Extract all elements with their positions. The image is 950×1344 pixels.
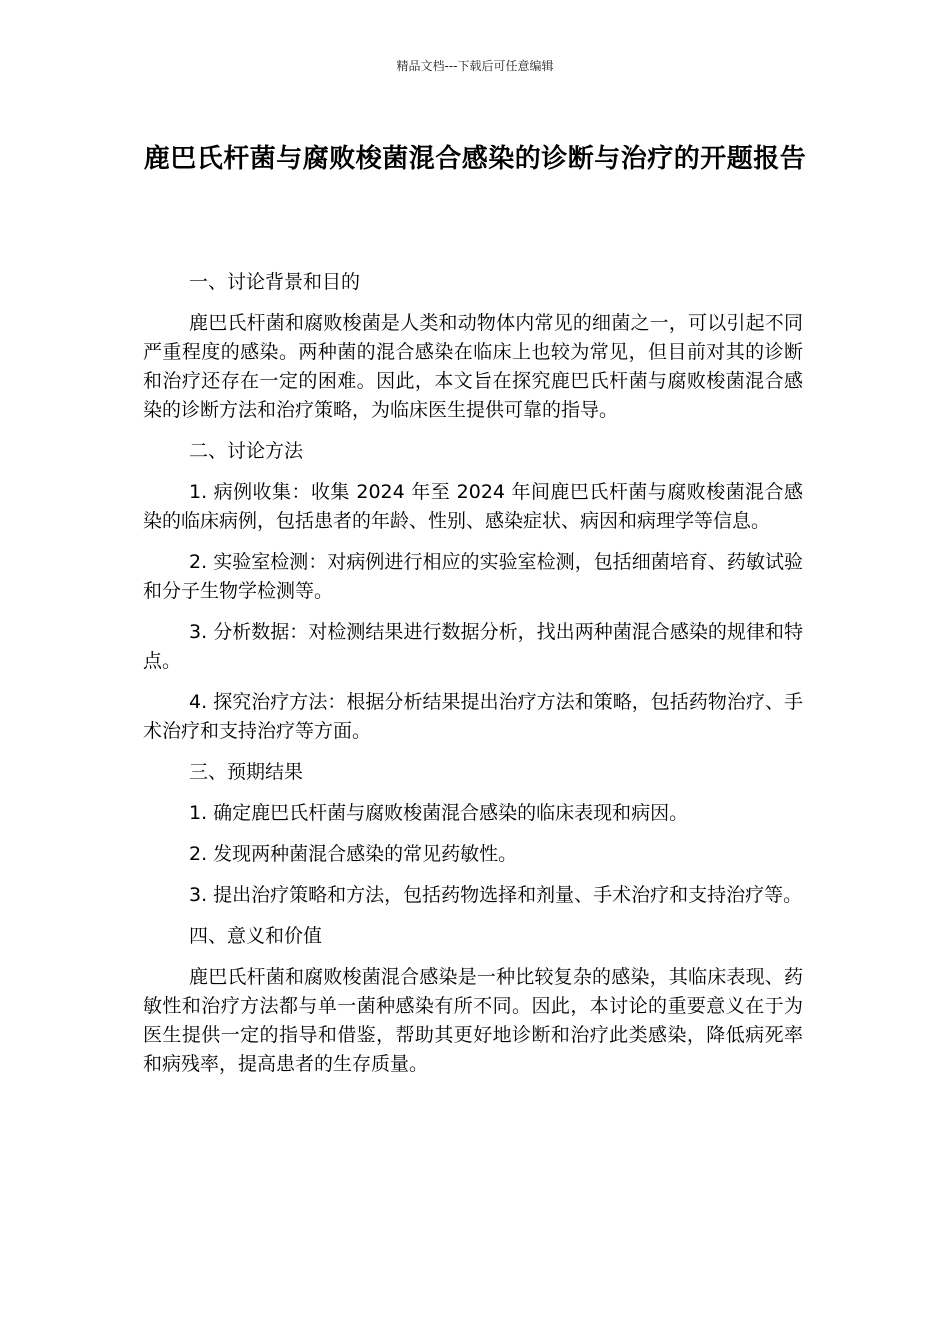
- paragraph: 鹿巴氏杆菌和腐败梭菌是人类和动物体内常见的细菌之一，可以引起不同严重程度的感染。两种菌的混合感染在临床上也较为常见，但目前对其的诊断和治疗还存在一定的困难。因此，本文旨在探究鹿巴氏杆菌与腐败梭菌混合感染的诊断方法和治疗策略，为临床医生提供可靠的指导。: [143, 312, 803, 421]
- section-heading: 二、讨论方法: [189, 440, 304, 462]
- section-background: [143, 268, 803, 425]
- section-significance: [143, 922, 803, 1079]
- list-item: 1. 病例收集：收集 2024 年至 2024 年间鹿巴氏杆菌与腐败梭菌混合感染的临床病例，包括患者的年龄、性别、感染症状、病因和病理学等信息。: [143, 481, 803, 532]
- list-item: 4. 探究治疗方法：根据分析结果提出治疗方法和策略，包括药物治疗、手术治疗和支持治疗等方面。: [143, 691, 803, 742]
- list-item: 3. 分析数据：对检测结果进行数据分析，找出两种菌混合感染的规律和特点。: [143, 621, 803, 672]
- list-item: 2. 实验室检测：对病例进行相应的实验室检测，包括细菌培育、药敏试验和分子生物学检测等。: [143, 551, 803, 602]
- section-heading: 一、讨论背景和目的: [189, 271, 361, 293]
- paragraph: 鹿巴氏杆菌和腐败梭菌混合感染是一种比较复杂的感染，其临床表现、药敏性和治疗方法都与单一菌种感染有所不同。因此，本讨论的重要意义在于为医生提供一定的指导和借鉴，帮助其更好地诊断和治疗此类感染，降低病死率和病残率，提高患者的生存质量。: [143, 966, 803, 1075]
- section-heading: 四、意义和价值: [189, 925, 323, 947]
- section-expected-results: [143, 758, 803, 910]
- list-item: 1. 确定鹿巴氏杆菌与腐败梭菌混合感染的临床表现和病因。: [189, 802, 689, 824]
- list-item: 2. 发现两种菌混合感染的常见药敏性。: [189, 843, 518, 865]
- page-header-note: 精品文档---下载后可任意编辑: [396, 59, 554, 73]
- section-methods: [143, 437, 803, 746]
- section-heading: 三、预期结果: [189, 761, 304, 783]
- document-title: 鹿巴氏杆菌与腐败梭菌混合感染的诊断与治疗的开题报告: [143, 144, 807, 174]
- document-body: [143, 268, 803, 1091]
- list-item: 3. 提出治疗策略和方法，包括药物选择和剂量、手术治疗和支持治疗等。: [189, 884, 803, 906]
